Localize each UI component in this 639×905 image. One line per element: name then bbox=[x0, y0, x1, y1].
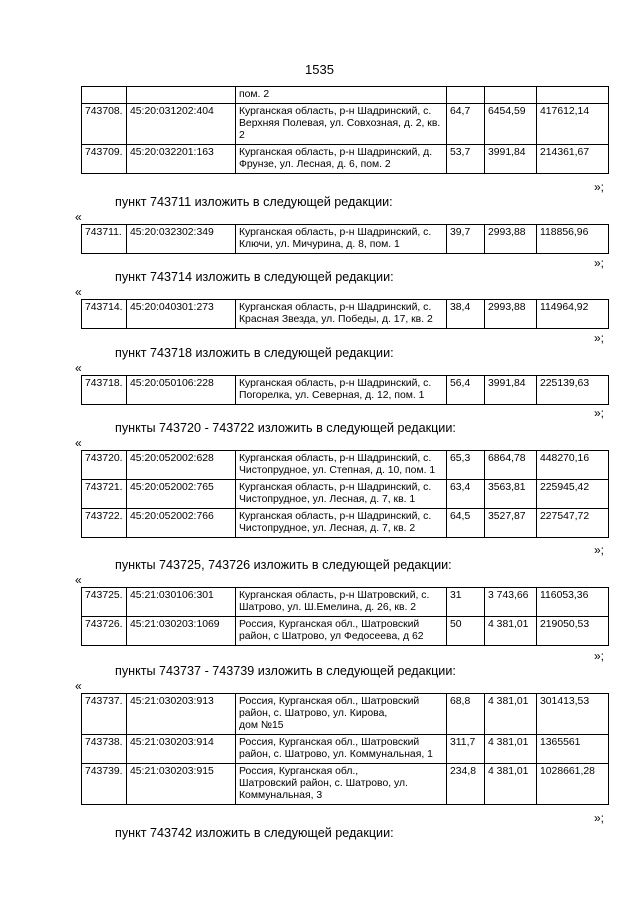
cadastral-number-cell bbox=[127, 87, 236, 104]
opening-quote: « bbox=[75, 361, 82, 375]
area-cell: 64,7 bbox=[447, 104, 485, 145]
amendment-heading: пункт 743711 изложить в следующей редакции: bbox=[115, 195, 393, 209]
table-row bbox=[82, 694, 609, 735]
registry-table bbox=[81, 299, 609, 329]
unit-value-cell: 2993,88 bbox=[485, 300, 537, 329]
cadastral-number-cell: 45:20:032201:163 bbox=[127, 145, 236, 174]
row-number-cell: 743714. bbox=[82, 300, 127, 329]
cadastral-value-cell: 227547,72 bbox=[537, 509, 609, 538]
cadastral-value-cell: 118856,96 bbox=[537, 225, 609, 254]
unit-value-cell: 2993,88 bbox=[485, 225, 537, 254]
cadastral-number-cell: 45:21:030203:914 bbox=[127, 735, 236, 764]
amendment-heading: пункты 743720 - 743722 изложить в следующей редакции: bbox=[115, 421, 456, 435]
table-row bbox=[82, 376, 609, 405]
row-number-cell: 743718. bbox=[82, 376, 127, 405]
address-cell: Курганская область, р-н Шадринский, с. Чистопрудное, ул. Лесная, д. 7, кв. 1 bbox=[236, 480, 447, 509]
unit-value-cell: 3991,84 bbox=[485, 376, 537, 405]
closing-quote: »; bbox=[594, 649, 605, 663]
opening-quote: « bbox=[75, 679, 82, 693]
table-row bbox=[82, 588, 609, 617]
table-row bbox=[82, 225, 609, 254]
opening-quote: « bbox=[75, 573, 82, 587]
registry-table bbox=[81, 587, 609, 646]
cadastral-number-cell: 45:20:040301:273 bbox=[127, 300, 236, 329]
cadastral-value-cell: 114964,92 bbox=[537, 300, 609, 329]
address-cell: Россия, Курганская обл., Шатровский район, с. Шатрово, ул. Коммунальная, 3 bbox=[236, 764, 447, 805]
unit-value-cell: 3527,87 bbox=[485, 509, 537, 538]
unit-value-cell: 4 381,01 bbox=[485, 735, 537, 764]
amendment-heading: пункт 743742 изложить в следующей редакции: bbox=[115, 826, 394, 840]
registry-table bbox=[81, 375, 609, 405]
unit-value-cell: 6864,78 bbox=[485, 451, 537, 480]
unit-value-cell: 4 381,01 bbox=[485, 694, 537, 735]
registry-table bbox=[81, 224, 609, 254]
area-cell: 311,7 bbox=[447, 735, 485, 764]
cadastral-value-cell: 225945,42 bbox=[537, 480, 609, 509]
row-number-cell: 743738. bbox=[82, 735, 127, 764]
cadastral-number-cell: 45:21:030106:301 bbox=[127, 588, 236, 617]
row-number-cell: 743709. bbox=[82, 145, 127, 174]
opening-quote: « bbox=[75, 285, 82, 299]
area-cell: 53,7 bbox=[447, 145, 485, 174]
address-cell: Курганская область, р-н Шадринский, с. Верхняя Полевая, ул. Совхозная, д. 2, кв. 2 bbox=[236, 104, 447, 145]
cadastral-value-cell: 417612,14 bbox=[537, 104, 609, 145]
table-row bbox=[82, 451, 609, 480]
area-cell: 68,8 bbox=[447, 694, 485, 735]
cadastral-number-cell: 45:21:030203:913 bbox=[127, 694, 236, 735]
area-cell: 63,4 bbox=[447, 480, 485, 509]
unit-value-cell bbox=[485, 87, 537, 104]
registry-table bbox=[81, 86, 609, 174]
cadastral-number-cell: 45:20:050106:228 bbox=[127, 376, 236, 405]
unit-value-cell: 4 381,01 bbox=[485, 764, 537, 805]
unit-value-cell: 3563,81 bbox=[485, 480, 537, 509]
cadastral-value-cell: 116053,36 bbox=[537, 588, 609, 617]
table-row bbox=[82, 764, 609, 805]
cadastral-value-cell: 214361,67 bbox=[537, 145, 609, 174]
unit-value-cell: 6454,59 bbox=[485, 104, 537, 145]
address-cell: Россия, Курганская обл., Шатровский район, с. Шатрово, ул. Коммунальная, 1 bbox=[236, 735, 447, 764]
cadastral-number-cell: 45:21:030203:915 bbox=[127, 764, 236, 805]
closing-quote: »; bbox=[594, 406, 605, 420]
area-cell bbox=[447, 87, 485, 104]
address-cell: Курганская область, р-н Шадринский, с. Чистопрудное, ул. Лесная, д. 7, кв. 2 bbox=[236, 509, 447, 538]
cadastral-value-cell bbox=[537, 87, 609, 104]
page-number: 1535 bbox=[305, 62, 334, 77]
amendment-heading: пункты 743725, 743726 изложить в следующей редакции: bbox=[115, 558, 452, 572]
row-number-cell: 743739. bbox=[82, 764, 127, 805]
row-number-cell: 743721. bbox=[82, 480, 127, 509]
address-cell: Курганская область, р-н Шатровский, с. Шатрово, ул. Ш.Емелина, д. 26, кв. 2 bbox=[236, 588, 447, 617]
address-cell: Курганская область, р-н Шадринский, с. Чистопрудное, ул. Степная, д. 10, пом. 1 bbox=[236, 451, 447, 480]
cadastral-value-cell: 225139,63 bbox=[537, 376, 609, 405]
address-cell: Курганская область, р-н Шадринский, с. Красная Звезда, ул. Победы, д. 17, кв. 2 bbox=[236, 300, 447, 329]
table-row bbox=[82, 735, 609, 764]
unit-value-cell: 4 381,01 bbox=[485, 617, 537, 646]
area-cell: 56,4 bbox=[447, 376, 485, 405]
unit-value-cell: 3991,84 bbox=[485, 145, 537, 174]
registry-table bbox=[81, 450, 609, 538]
table-row bbox=[82, 87, 609, 104]
closing-quote: »; bbox=[594, 543, 605, 557]
address-cell: Россия, Курганская обл., Шатровский район, с. Шатрово, ул. Кирова, дом №15 bbox=[236, 694, 447, 735]
row-number-cell: 743726. bbox=[82, 617, 127, 646]
closing-quote: »; bbox=[594, 256, 605, 270]
opening-quote: « bbox=[75, 436, 82, 450]
row-number-cell: 743708. bbox=[82, 104, 127, 145]
address-cell: Курганская область, р-н Шадринский, с. Ключи, ул. Мичурина, д. 8, пом. 1 bbox=[236, 225, 447, 254]
cadastral-number-cell: 45:20:032302:349 bbox=[127, 225, 236, 254]
row-number-cell: 743722. bbox=[82, 509, 127, 538]
row-number-cell bbox=[82, 87, 127, 104]
amendment-heading: пункт 743714 изложить в следующей редакции: bbox=[115, 270, 394, 284]
area-cell: 50 bbox=[447, 617, 485, 646]
table-row bbox=[82, 480, 609, 509]
table-row bbox=[82, 300, 609, 329]
area-cell: 31 bbox=[447, 588, 485, 617]
cadastral-value-cell: 219050,53 bbox=[537, 617, 609, 646]
cadastral-value-cell: 301413,53 bbox=[537, 694, 609, 735]
amendment-heading: пункт 743718 изложить в следующей редакции: bbox=[115, 346, 394, 360]
table-row bbox=[82, 617, 609, 646]
registry-table bbox=[81, 693, 609, 805]
cadastral-value-cell: 448270,16 bbox=[537, 451, 609, 480]
unit-value-cell: 3 743,66 bbox=[485, 588, 537, 617]
row-number-cell: 743725. bbox=[82, 588, 127, 617]
area-cell: 38,4 bbox=[447, 300, 485, 329]
cadastral-number-cell: 45:20:031202:404 bbox=[127, 104, 236, 145]
table-row bbox=[82, 509, 609, 538]
table-row bbox=[82, 104, 609, 145]
row-number-cell: 743737. bbox=[82, 694, 127, 735]
row-number-cell: 743711. bbox=[82, 225, 127, 254]
amendment-heading: пункты 743737 - 743739 изложить в следующей редакции: bbox=[115, 664, 456, 678]
cadastral-value-cell: 1365561 bbox=[537, 735, 609, 764]
closing-quote: »; bbox=[594, 331, 605, 345]
row-number-cell: 743720. bbox=[82, 451, 127, 480]
area-cell: 65,3 bbox=[447, 451, 485, 480]
address-cell: пом. 2 bbox=[236, 87, 447, 104]
cadastral-number-cell: 45:21:030203:1069 bbox=[127, 617, 236, 646]
area-cell: 64,5 bbox=[447, 509, 485, 538]
area-cell: 39,7 bbox=[447, 225, 485, 254]
cadastral-number-cell: 45:20:052002:628 bbox=[127, 451, 236, 480]
cadastral-number-cell: 45:20:052002:766 bbox=[127, 509, 236, 538]
address-cell: Россия, Курганская обл., Шатровский район, с Шатрово, ул Федосеева, д 62 bbox=[236, 617, 447, 646]
opening-quote: « bbox=[75, 210, 82, 224]
address-cell: Курганская область, р-н Шадринский, с. Погорелка, ул. Северная, д. 12, пом. 1 bbox=[236, 376, 447, 405]
closing-quote: »; bbox=[594, 811, 605, 825]
cadastral-number-cell: 45:20:052002:765 bbox=[127, 480, 236, 509]
area-cell: 234,8 bbox=[447, 764, 485, 805]
closing-quote: »; bbox=[594, 180, 605, 194]
cadastral-value-cell: 1028661,28 bbox=[537, 764, 609, 805]
address-cell: Курганская область, р-н Шадринский, д. Фрунзе, ул. Лесная, д. 6, пом. 2 bbox=[236, 145, 447, 174]
table-row bbox=[82, 145, 609, 174]
